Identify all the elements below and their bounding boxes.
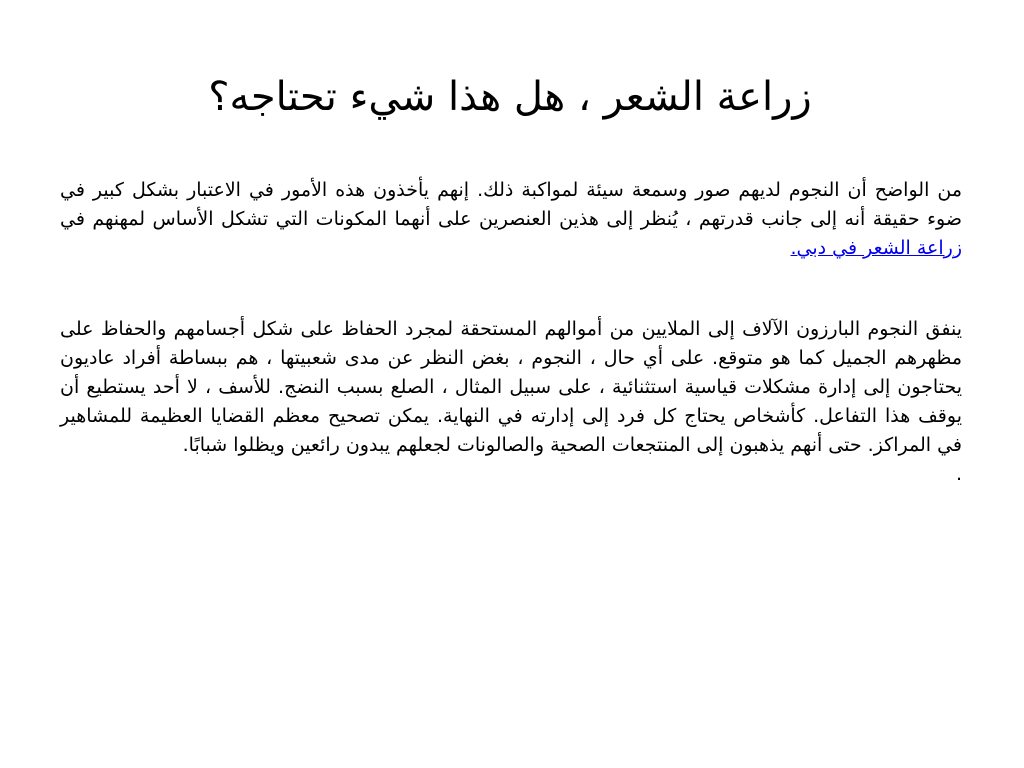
paragraph-3: . <box>955 463 962 485</box>
paragraph-1-text: من الواضح أن النجوم لديهم صور وسمعة سيئة لمواكبة ذلك. إنهم يأخذون هذه الأمور في الاعتبار بشكل كبير في ضوء حقيقة أنه إلى جانب قدرتهم ، يُنظر إلى هذين العنصرين على أنهما المكونات التي تشكل الأساس لمهنهم في <box>60 179 962 230</box>
slide-title: زراعة الشعر ، هل هذا شيء تحتاجه؟ <box>208 74 812 120</box>
hair-transplant-dubai-link[interactable]: زراعة الشعر في دبي. <box>790 237 962 259</box>
slide-body <box>60 176 962 489</box>
paragraph-1 <box>60 176 962 263</box>
paragraph-2: ينفق النجوم البارزون الآلاف إلى الملايين من أموالهم المستحقة لمجرد الحفاظ على شكل أجسامهم والحفاظ على مظهرهم الجميل كما هو متوقع. على أي حال ، النجوم ، بغض النظر عن مدى شعبيتها ، هم ببساطة أفراد عاديون يحتاجون إلى إدارة مشكلات قياسية استثنائية ، على سبيل المثال ، الصلع بسبب النضج. للأسف ، لا أحد يستطيع أن يوقف هذا التفاعل. كأشخاص يحتاج كل فرد إلى إدارته في النهاية. يمكن تصحيح معظم القضايا العظيمة للمشاهير في المراكز. حتى أنهم يذهبون إلى المنتجعات الصحية والصالونات لجعلهم يبدون رائعين ويظلوا شبابًا. <box>60 318 962 456</box>
